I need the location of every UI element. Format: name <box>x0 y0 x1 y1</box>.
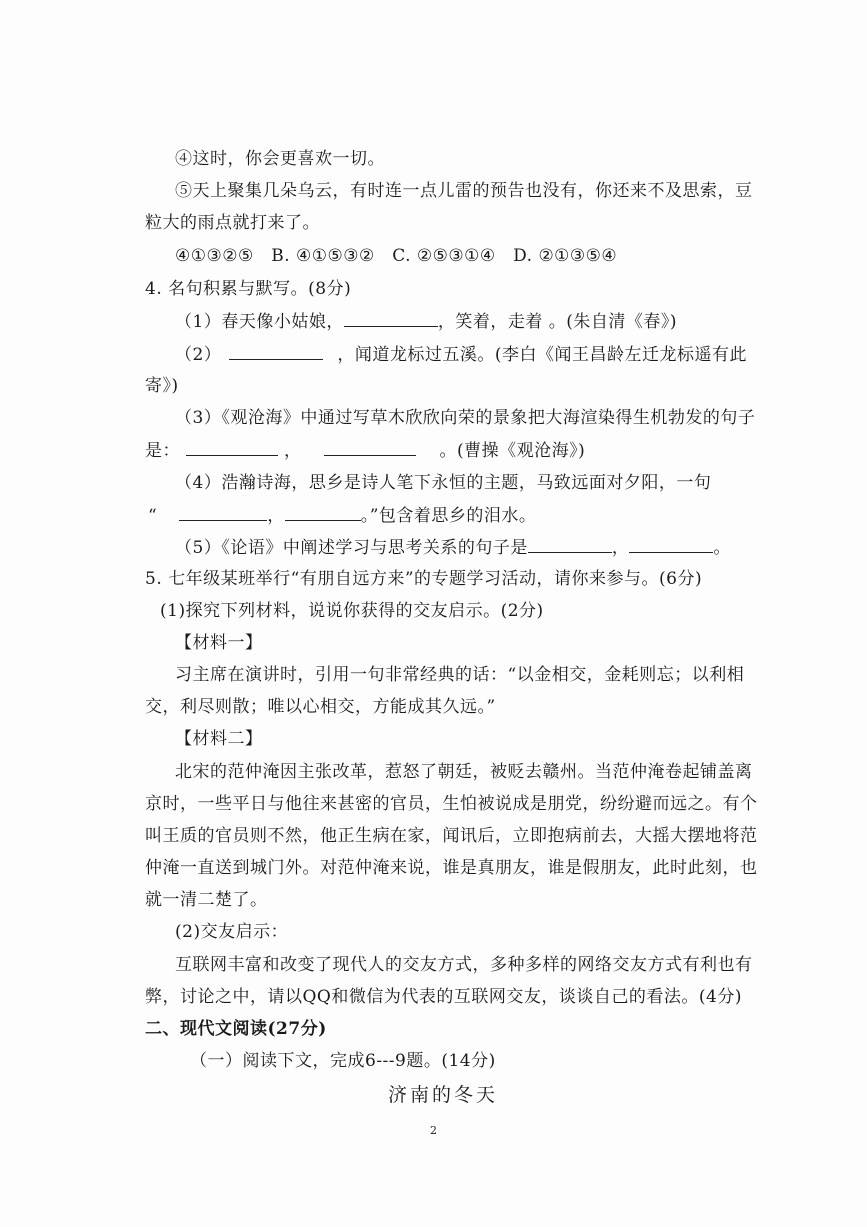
page-number: 2 <box>430 1124 438 1137</box>
q4-item-2-cont: 寄》) <box>145 376 179 396</box>
option-item-5-line1: ⑤天上聚集几朵乌云，有时连一点儿雷的预告也没有，你还来不及思索，豆 <box>175 181 753 201</box>
q4-item-1-text-a: （1）春天像小姑娘， <box>175 312 344 332</box>
material-1-title: 【材料一】 <box>175 633 263 653</box>
material-1-line2: 交，利尽则散；唯以心相交，方能成其久远。” <box>145 697 496 717</box>
question-4-heading: 4. 名句积累与默写。(8分) <box>145 279 352 299</box>
q4-item-5 <box>175 536 731 559</box>
q4-item-3-cont <box>145 439 585 462</box>
q4-item-2-text-b: ，闻道龙标过五溪。(李白《闻王昌龄左迁龙标遥有此 <box>337 345 747 365</box>
q4-item-3-text-b: 是： <box>145 441 180 461</box>
q4-item-4: （4）浩瀚诗海，思乡是诗人笔下永恒的主题，马致远面对夕阳，一句 <box>175 473 712 493</box>
answer-blank[interactable] <box>285 504 361 521</box>
answer-blank[interactable] <box>629 536 713 553</box>
q5-sub-2-line2: 弊，讨论之中，请以QQ和微信为代表的互联网交友，谈谈自己的看法。(4分) <box>145 987 742 1007</box>
q4-item-5-text-a: （5）《论语》中阐述学习与思考关系的句子是 <box>175 538 528 558</box>
q4-item-2-text-a: （2） <box>175 345 222 365</box>
q5-sub-2: (2)交友启示： <box>175 922 289 942</box>
q4-item-4-cont <box>148 504 536 527</box>
q4-item-1-text-b: ，笑着，走着 。(朱自清《春》) <box>437 312 677 332</box>
section-2-part-1: （一）阅读下文，完成6---9题。(14分) <box>190 1051 496 1071</box>
material-2-line1: 北宋的范仲淹因主张改革，惹怒了朝廷，被贬去赣州。当范仲淹卷起铺盖离 <box>175 762 753 782</box>
q4-item-5-text-b: ， <box>611 538 630 558</box>
q4-item-3: （3）《观沧海》中通过写草木欣欣向荣的景象把大海渲染得生机勃发的句子 <box>175 408 756 428</box>
answer-blank[interactable] <box>186 439 278 456</box>
material-2-line2: 京时，一些平日与他往来甚密的官员，生怕被说成是朋党，纷纷避而远之。有个 <box>145 794 758 814</box>
q4-item-4-text-c: ， <box>267 506 285 526</box>
answer-blank[interactable] <box>528 536 612 553</box>
option-item-4: ④这时，你会更喜欢一切。 <box>175 149 385 169</box>
option-item-5-line2: 粒大的雨点就打来了。 <box>145 213 320 233</box>
answer-blank[interactable] <box>179 504 267 521</box>
material-1-line1: 习主席在演讲时，引用一句非常经典的话：“以金相交，金耗则忘；以利相 <box>175 665 745 685</box>
answer-blank[interactable] <box>229 343 323 360</box>
q4-item-5-text-c: 。 <box>713 538 731 558</box>
answer-blank[interactable] <box>324 439 416 456</box>
material-2-line4: 仲淹一直送到城门外。对范仲淹来说，谁是真朋友，谁是假朋友，此时此刻，也 <box>145 858 758 878</box>
section-2-heading: 二、现代文阅读(27分) <box>145 1019 327 1039</box>
material-2-title: 【材料二】 <box>175 729 263 749</box>
passage-title: 济南的冬天 <box>388 1084 499 1106</box>
q4-item-2 <box>175 343 747 366</box>
answer-choices: ④①③②⑤ B. ④①⑤③② C. ②⑤③①④ D. ②①③⑤④ <box>175 246 618 266</box>
q4-item-3-text-c: ， <box>284 441 302 461</box>
answer-blank[interactable] <box>344 310 438 327</box>
material-2-line3: 叫王质的官员则不然，他正生病在家，闻讯后，立即抱病前去，大摇大摆地将范 <box>145 826 758 846</box>
q5-sub-2-line1: 互联网丰富和改变了现代人的交友方式，多种多样的网络交友方式有利也有 <box>175 955 753 975</box>
question-5-heading: 5. 七年级某班举行“有朋自远方来”的专题学习活动，请你来参与。(6分) <box>145 569 703 589</box>
q4-item-4-text-d: 。”包含着思乡的泪水。 <box>360 506 537 526</box>
q4-item-4-text-b: “ <box>148 506 158 526</box>
q4-item-3-text-d: 。(曹操《观沧海》) <box>439 441 586 461</box>
material-2-line5: 就一清二楚了。 <box>145 890 268 910</box>
q4-item-1 <box>175 310 677 333</box>
q5-sub-1: (1)探究下列材料，说说你获得的交友启示。(2分) <box>160 601 544 621</box>
